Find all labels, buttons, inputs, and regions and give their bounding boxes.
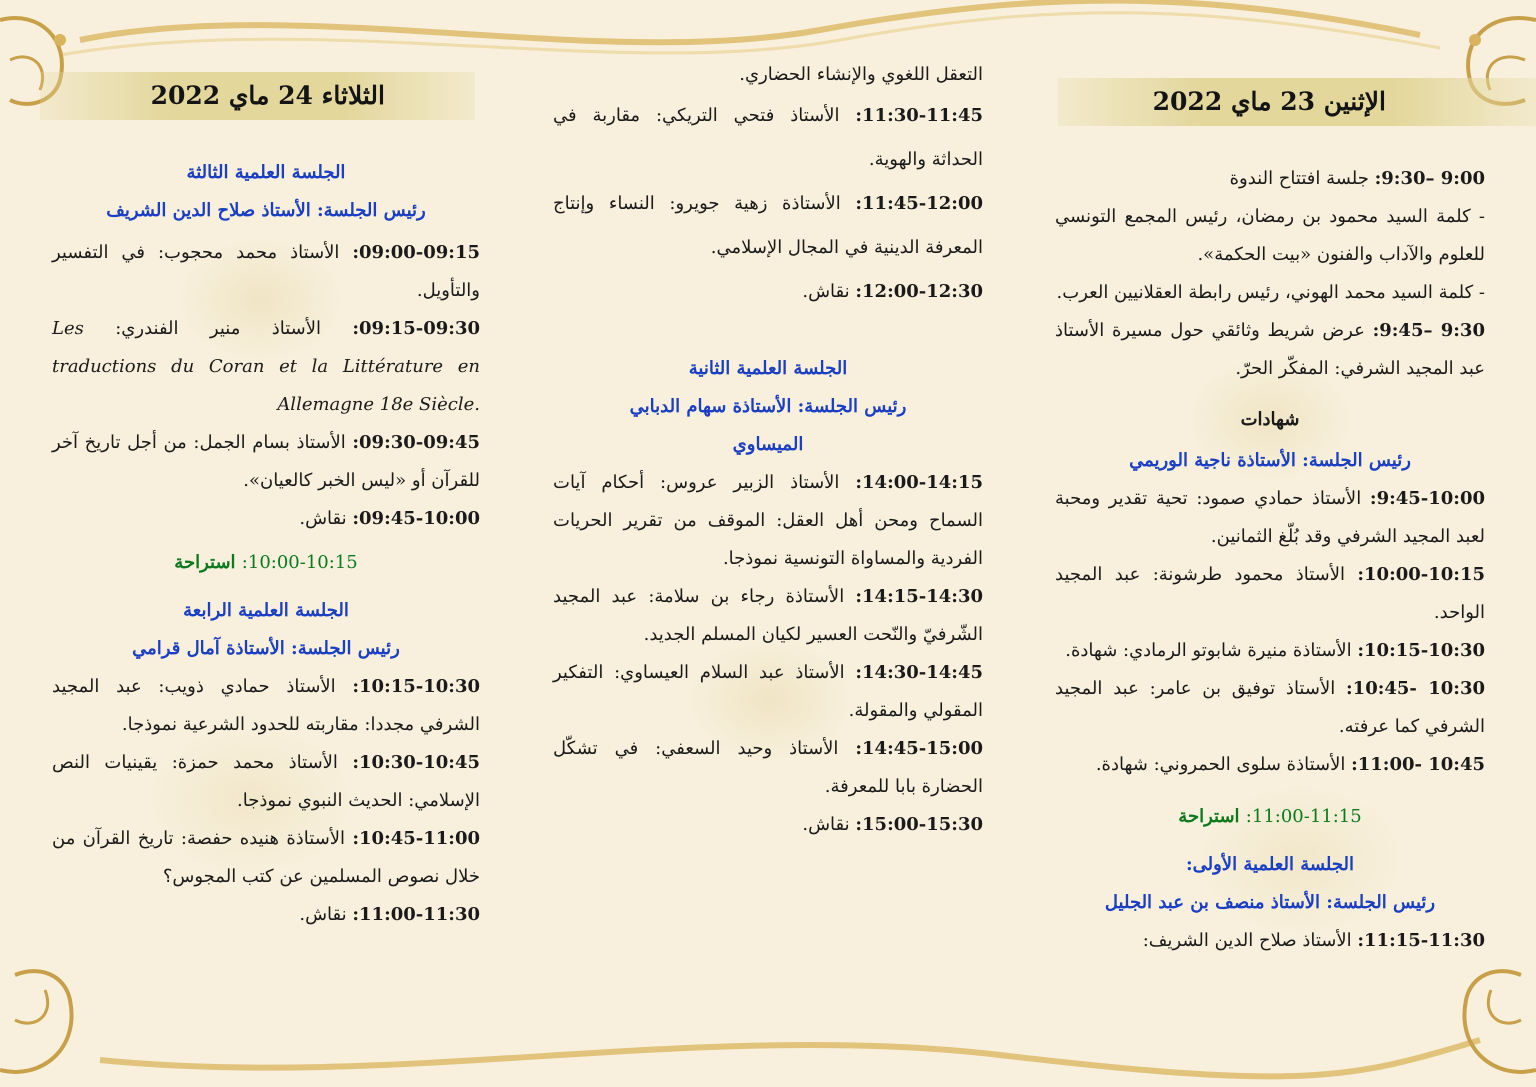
session-1-title: الجلسة العلمية الأولى: bbox=[1185, 854, 1354, 875]
session-2-chair: رئيس الجلسة: الأستاذة سهام الدبابي الميساوي bbox=[629, 396, 907, 455]
speech-1: - كلمة السيد محمود بن رمضان، رئيس المجمع التونسي للعلوم والآداب والفنون «بيت الحكمة». bbox=[1055, 206, 1485, 265]
schedule-item: 9:45-10:00: الأستاذ حمادي صمود: تحية تقدير ومحبة لعبد المجيد الشرفي وقد بُلّغ الثمانين. bbox=[1055, 488, 1485, 547]
speech-2: - كلمة السيد محمد الهوني، رئيس رابطة العقلانيين العرب. bbox=[1056, 282, 1485, 303]
session-4-chair: رئيس الجلسة: الأستاذة آمال قرامي bbox=[132, 638, 400, 659]
schedule-item: 09:30-09:45: الأستاذ بسام الجمل: من أجل تاريخ آخر للقرآن أو «ليس الخبر كالعيان». bbox=[52, 432, 480, 491]
schedule-item: 09:00-09:15: الأستاذ محمد محجوب: في التفسير والتأويل. bbox=[52, 242, 480, 301]
monday-date-band bbox=[1058, 78, 1536, 126]
schedule-item: 14:00-14:15: الأستاذ الزبير عروس: أحكام آيات السماح ومحن أهل العقل: الموقف من تقرير الحريات الفردية والمساواة التونسية نموذجا. bbox=[553, 472, 983, 569]
schedule-item: 10:15-10:30: الأستاذ حمادي ذويب: عبد المجيد الشرفي مجددا: مقاربته للحدود الشرعية نموذجا. bbox=[52, 676, 480, 735]
schedule-item: 10:15-10:30: الأستاذة منيرة شابوتو الرمادي: شهادة. bbox=[1065, 640, 1485, 661]
monday-date: الإثنين 23 ماي 2022 bbox=[1152, 87, 1386, 116]
continuation-text: التعقل اللغوي والإنشاء الحضاري. bbox=[739, 64, 983, 85]
schedule-item: 12:00-12:30: نقاش. bbox=[802, 281, 983, 302]
tuesday-date: الثلاثاء 24 ماي 2022 bbox=[150, 81, 385, 110]
session-2-title: الجلسة العلمية الثانية bbox=[688, 358, 848, 379]
schedule-item: 15:00-15:30: نقاش. bbox=[802, 814, 983, 835]
schedule-item: 09:15-09:30: الأستاذ منير الفندري: Les traductions du Coran et la Littérature en Allemagne 18e Siècle. bbox=[52, 318, 480, 415]
session-1-chair: رئيس الجلسة: الأستاذ منصف بن عبد الجليل bbox=[1104, 892, 1436, 913]
opening-time: 9:00 –9:30: bbox=[1374, 168, 1485, 189]
schedule-item: 10:30 -10:45: الأستاذ توفيق بن عامر: عبد المجيد الشرفي كما عرفته. bbox=[1055, 678, 1485, 737]
schedule-item: 14:45-15:00: الأستاذ وحيد السعفي: في تشكّل الحضارة بابا للمعرفة. bbox=[553, 738, 983, 797]
schedule-item: 09:45-10:00: نقاش. bbox=[299, 508, 480, 529]
schedule-item: 10:30-10:45: الأستاذ محمد حمزة: يقينيات النص الإسلامي: الحديث النبوي نموذجا. bbox=[52, 752, 480, 811]
session-3-chair: رئيس الجلسة: الأستاذ صلاح الدين الشريف bbox=[106, 200, 426, 221]
corner-flourish-bottom-right bbox=[1416, 940, 1536, 1087]
schedule-item: 14:30-14:45: الأستاذ عبد السلام العيساوي: التفكير المقولي والمقولة. bbox=[553, 662, 983, 721]
schedule-item: 10:45-11:00: الأستاذة هنيده حفصة: تاريخ القرآن من خلال نصوص المسلمين عن كتب المجوس؟ bbox=[52, 828, 480, 887]
schedule-item: 11:00-11:30: نقاش. bbox=[299, 904, 480, 925]
right-column bbox=[1055, 160, 1485, 960]
latin-title: Les traductions du Coran et la Littérature en Allemagne 18e Siècle. bbox=[52, 318, 480, 415]
session-3-title: الجلسة العلمية الثالثة bbox=[186, 162, 346, 183]
schedule-item: 11:15-11:30: الأستاذ صلاح الدين الشريف: bbox=[1142, 930, 1485, 951]
film-item: 9:30 –9:45: عرض شريط وثائقي حول مسيرة الأستاذ عبد المجيد الشرفي: المفكّر الحرّ. bbox=[1055, 320, 1485, 379]
break-tuesday: 10:00-10:15: استراحة bbox=[174, 552, 358, 573]
middle-column bbox=[553, 56, 983, 844]
bottom-swirl-ornament bbox=[0, 1020, 1536, 1087]
session-4-title: الجلسة العلمية الرابعة bbox=[183, 600, 349, 621]
schedule-item: 10:45 -11:00: الأستاذة سلوى الحمروني: شهادة. bbox=[1095, 754, 1485, 775]
schedule-item: 10:00-10:15: الأستاذ محمود طرشونة: عبد المجيد الواحد. bbox=[1055, 564, 1485, 623]
tuesday-date-band bbox=[40, 72, 475, 120]
testimonies-heading: شهادات bbox=[1240, 409, 1300, 430]
corner-flourish-bottom-left bbox=[0, 940, 120, 1087]
schedule-item: 11:30-11:45: الأستاذ فتحي التريكي: مقاربة في الحداثة والهوية. bbox=[553, 105, 983, 170]
schedule-item: 11:45-12:00: الأستاذة زهية جويرو: النساء وإنتاج المعرفة الدينية في المجال الإسلامي. bbox=[553, 193, 983, 258]
break-monday: 11:00-11:15: استراحة bbox=[1178, 806, 1362, 827]
schedule-item: 14:15-14:30: الأستاذة رجاء بن سلامة: عبد المجيد الشّرفيّ والنّحت العسير لكيان المسلم الجديد. bbox=[553, 586, 983, 645]
opening-session: 9:00 –9:30: جلسة افتتاح الندوة bbox=[1229, 168, 1485, 189]
testimonies-chair: رئيس الجلسة: الأستاذة ناجية الوريمي bbox=[1129, 450, 1411, 471]
left-column bbox=[52, 154, 480, 934]
